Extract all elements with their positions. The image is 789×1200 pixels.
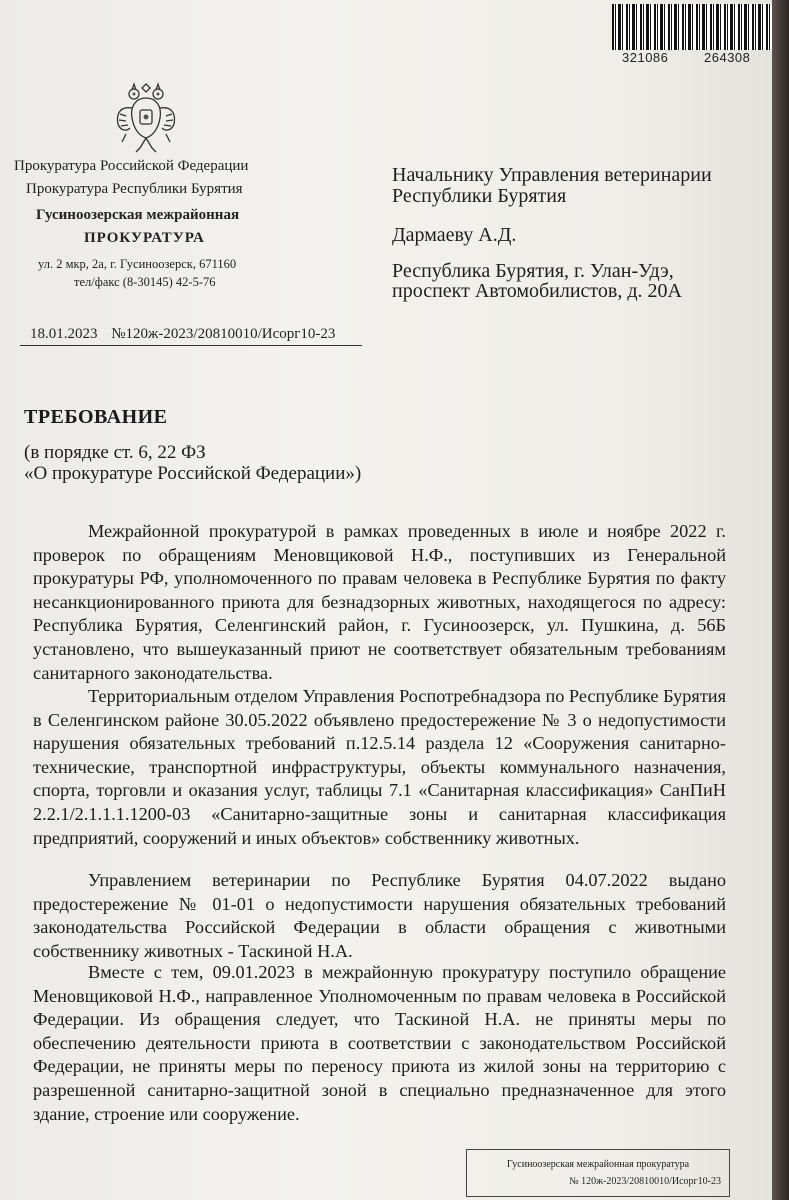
barcode xyxy=(612,4,772,50)
barcode-number-right: 264308 xyxy=(704,50,751,65)
paragraph-3: Управлением ветеринарии по Республике Бурятия 04.07.2022 выдано предостережение № 01-01 о недопустимости нарушения обязательных требований законодательства Российской Федерации в области обращения с животными собственнику животных - Таскиной Н.А. xyxy=(33,870,726,961)
registration-line xyxy=(20,326,362,346)
sender-address: ул. 2 мкр, 2а, г. Гусиноозерск, 671160 xyxy=(38,257,237,271)
paragraph-4: Вместе с тем, 09.01.2023 в межрайонную прокуратуру поступило обращение Меновщиковой Н.Ф., направленное Уполномоченным по правам человека в Российской Федерации. Из обращения следует, что Таскиной Н.А. не приняты меры по обеспечению деятельности приюта в соответствии с законодательством Российской Федерации, не приняты меры по переносу приюта из жилой зоны на территорию с разрешенной санитарно-защитной зоной в специально предназначенное для этого здание, строение или сооружение. xyxy=(33,962,726,1124)
paragraph-1: Межрайонной прокуратурой в рамках проведенных в июле и ноябре 2022 г. проверок по обращениям Меновщиковой Н.Ф., поступивших из Генеральной прокуратуры РФ, уполномоченного по правам человека в Республике Бурятия по факту несанкционированного приюта для безнадзорных животных, находящегося по адресу: Республика Бурятия, Селенгинский район, г. Гусиноозерск, ул. Пушкина, д. 56Б установлено, что вышеуказанный приют не соответствует обязательным требованиям санитарного законодательства. xyxy=(33,521,726,683)
barcode-number-left: 321086 xyxy=(622,50,669,65)
sender-line-1: Прокуратура Российской Федерации xyxy=(14,158,249,174)
registration-date: 18.01.2023 xyxy=(30,326,98,342)
recipient-address-1: Республика Бурятия, г. Улан-Удэ, xyxy=(392,260,674,282)
document-title: ТРЕБОВАНИЕ xyxy=(24,406,168,428)
sender-line-3: Гусиноозерская межрайонная xyxy=(36,207,240,223)
document-subtitle-2: «О прокуратуре Российской Федерации») xyxy=(24,463,362,484)
sender-line-2: Прокуратура Республики Бурятия xyxy=(26,181,243,197)
recipient-line-2: Республики Бурятия xyxy=(392,185,567,207)
recipient-line-1: Начальнику Управления ветеринарии xyxy=(392,164,712,186)
stamp-line-1: Гусиноозерская межрайонная прокуратура xyxy=(506,1159,690,1170)
recipient-address-2: проспект Автомобилистов, д. 20А xyxy=(392,280,682,302)
sender-phone: тел/факс (8-30145) 42-5-76 xyxy=(74,275,216,289)
stamp-line-2: № 120ж-2023/20810010/Исорг10-23 xyxy=(569,1176,721,1187)
page-edge-shadow xyxy=(772,0,789,1200)
paragraph-2: Территориальным отделом Управления Роспотребнадзора по Республике Бурятия в Селенгинском районе 30.05.2022 объявлено предостережение № 3 о недопустимости нарушения обязательных требований п.12.5.14 раздела 12 «Сооружения санитарно-технические, транспортной инфраструктуры, объекты коммунального назначения, спорта, торговли и оказания услуг, таблицы 7.1 «Санитарная классификация» СанПиН 2.2.1/2.1.1.1.1200-03 «Санитарно-защитные зоны и санитарная классификация предприятий, сооружений и иных объектов» собственнику животных. xyxy=(33,686,727,848)
registration-number: №120ж-2023/20810010/Исорг10-23 xyxy=(111,326,336,342)
registration-stamp xyxy=(466,1149,730,1197)
coat-of-arms-icon xyxy=(112,78,180,156)
recipient-name: Дармаеву А.Д. xyxy=(392,224,517,246)
sender-line-4: ПРОКУРАТУРА xyxy=(84,230,205,246)
document-subtitle-1: (в порядке ст. 6, 22 ФЗ xyxy=(24,442,206,463)
